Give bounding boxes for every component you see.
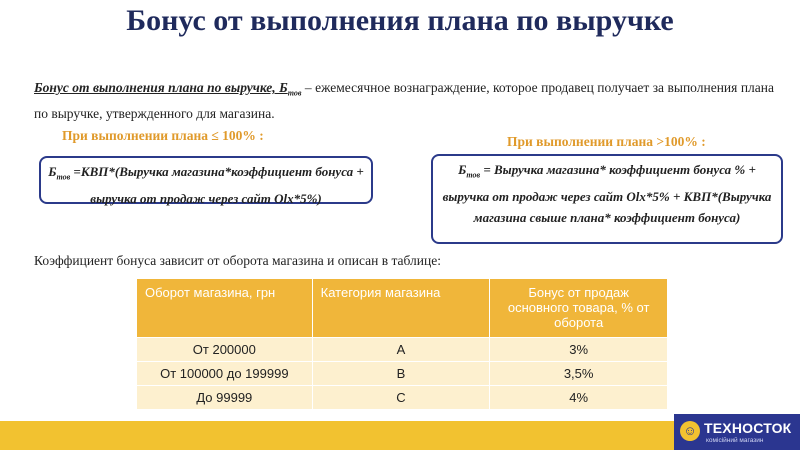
condition-label-le-100: При выполнении плана ≤ 100% :: [62, 128, 264, 143]
intro-text: – ежемесячное вознаграждение, которое продавец получает за выполнения плана по выручке, утвержденного для магазина.: [34, 80, 775, 121]
cell-bonus: 4%: [490, 386, 668, 410]
brand-logo: [674, 414, 800, 450]
formula-box-gt-100: $Б_{тов}$ = Выручка магазина* коэффициент бонуса % + выручка от продаж через сайт Olx*5% + КВП*(Выручка магазина свыше плана* коэффициент бонуса): [431, 154, 783, 244]
cell-category: A: [312, 338, 490, 362]
brand-name: ТЕХНОСТОК: [704, 420, 792, 436]
header-turnover: Оборот магазина, грн: [137, 279, 313, 338]
intro-paragraph: [34, 78, 774, 124]
condition-label-gt-100: При выполнении плана >100% :: [507, 134, 706, 149]
bonus-table: [136, 278, 668, 410]
intro-lead: Бонус от выполнения плана по выручке, $Б_{тов}$: [34, 80, 302, 98]
table-row: [137, 386, 668, 410]
cell-turnover: До 99999: [137, 386, 313, 410]
table-note: Коэффициент бонуса зависит от оборота магазина и описан в таблице:: [34, 253, 441, 268]
cell-bonus: 3,5%: [490, 362, 668, 386]
table-row: [137, 338, 668, 362]
cell-turnover: От 100000 до 199999: [137, 362, 313, 386]
smile-icon: ☺: [680, 421, 700, 441]
brand-tagline: комісійний магазин: [706, 437, 764, 444]
table-row: [137, 362, 668, 386]
cell-turnover: От 200000: [137, 338, 313, 362]
page-title: Бонус от выполнения плана по выручке: [126, 4, 674, 37]
table-header-row: [137, 279, 668, 338]
header-bonus: Бонус от продаж основного товара, % от оборота: [490, 279, 668, 338]
cell-category: C: [312, 386, 490, 410]
cell-category: B: [312, 362, 490, 386]
header-category: Категория магазина: [312, 279, 490, 338]
formula-box-le-100: $Б_{тов}$ =КВП*(Выручка магазина*коэффициент бонуса + выручка от продаж через сайт Olx*5%): [39, 156, 373, 204]
cell-bonus: 3%: [490, 338, 668, 362]
